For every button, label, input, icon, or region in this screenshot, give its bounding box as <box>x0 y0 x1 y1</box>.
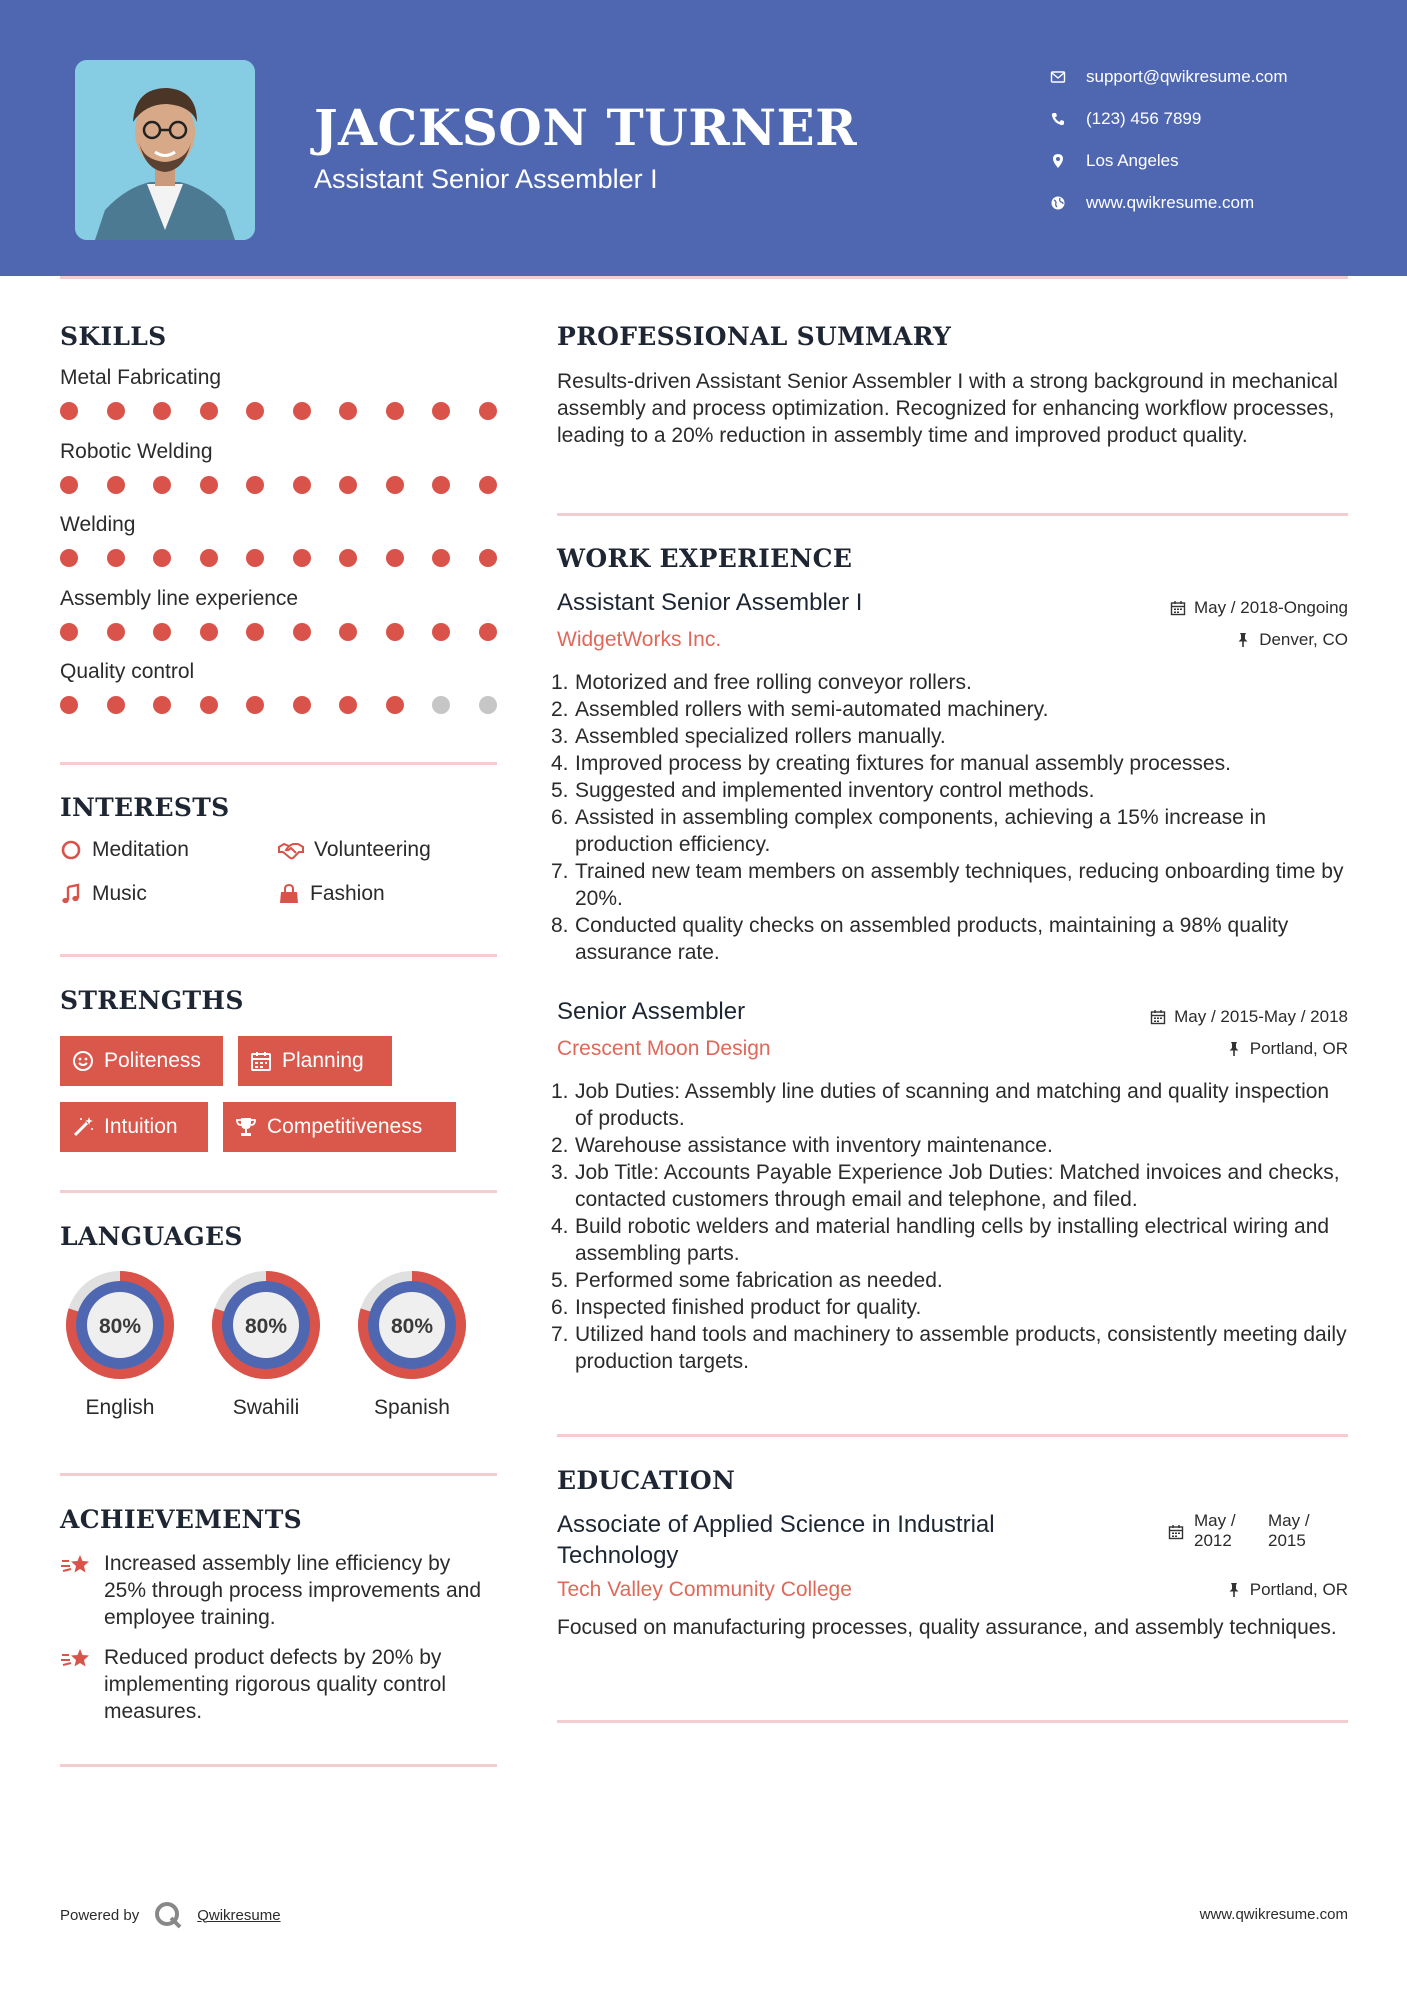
rating-dot-filled <box>60 623 78 641</box>
rating-dot-filled <box>200 623 218 641</box>
section-divider <box>60 762 497 765</box>
language-name: Swahili <box>232 1396 300 1419</box>
duty-item <box>551 696 1348 723</box>
job-company: WidgetWorks Inc. <box>557 628 722 651</box>
education-start-date <box>1194 1511 1236 1551</box>
interest-item <box>278 882 385 906</box>
job-role: Assistant Senior Assembler I <box>557 589 863 616</box>
rating-dot-filled <box>339 402 357 420</box>
rating-dot-filled <box>339 623 357 641</box>
skill-item <box>60 587 497 647</box>
duty-item <box>551 1321 1348 1375</box>
duty-text: Assembled rollers with semi-automated machinery. <box>575 698 1049 721</box>
strength-badge <box>60 1102 208 1152</box>
resume-header <box>0 0 1407 276</box>
duty-text: Build robotic welders and material handling cells by installing electrical wiring and assembling parts. <box>575 1215 1330 1265</box>
education-location-text: Portland, OR <box>1249 1580 1348 1599</box>
duty-text: Inspected finished product for quality. <box>575 1296 922 1319</box>
duty-text: Performed some fabrication as needed. <box>575 1269 943 1292</box>
job-location-text: Portland, OR <box>1249 1039 1348 1058</box>
duty-text: Conducted quality checks on assembled products, maintaining a 98% quality assurance rate. <box>575 914 1289 964</box>
achievement-item <box>60 1644 497 1725</box>
duty-number: 7. <box>551 860 569 883</box>
duty-number: 1. <box>551 1080 569 1103</box>
rating-dot-filled <box>153 402 171 420</box>
job-dates <box>1170 598 1348 618</box>
rating-dot-filled <box>200 402 218 420</box>
summary-heading: PROFESSIONAL SUMMARY <box>557 322 952 351</box>
rating-dot-filled <box>246 696 264 714</box>
duty-number: 4. <box>551 1215 569 1238</box>
duty-number: 3. <box>551 1161 569 1184</box>
rating-dot-filled <box>107 476 125 494</box>
strength-label: Competitiveness <box>267 1115 423 1138</box>
interest-label: Volunteering <box>314 838 431 861</box>
duty-text: Job Duties: Assembly line duties of scanning and matching and quality inspection of products. <box>575 1080 1330 1130</box>
language-name: English <box>85 1396 155 1419</box>
interest-label: Fashion <box>310 882 385 905</box>
strength-label: Planning <box>282 1049 364 1072</box>
job-duties-list <box>551 1078 1348 1375</box>
duty-item <box>551 750 1348 777</box>
duty-number: 2. <box>551 1134 569 1157</box>
education-degree <box>557 1509 1077 1571</box>
job-location <box>1226 1039 1348 1059</box>
section-divider <box>60 1190 497 1193</box>
contact-location <box>1050 140 1288 182</box>
rating-dot-filled <box>432 402 450 420</box>
strength-label: Intuition <box>104 1115 178 1138</box>
job-company: Crescent Moon Design <box>557 1037 771 1060</box>
experience-heading: WORK EXPERIENCE <box>557 544 853 573</box>
skill-name: Quality control <box>60 660 195 683</box>
contact-website[interactable] <box>1050 182 1288 224</box>
achievement-text: Reduced product defects by 20% by implementing rigorous quality control measures. <box>104 1646 446 1723</box>
powered-by-text: Powered by <box>60 1906 140 1924</box>
duty-item <box>551 804 1348 858</box>
calendar-icon <box>1150 1009 1166 1025</box>
job-dates-text: May / 2018-Ongoing <box>1193 598 1348 617</box>
duty-number: 5. <box>551 779 569 802</box>
achievement-text: Increased assembly line efficiency by 25% through process improvements and employee training. <box>104 1552 482 1629</box>
rating-dot-filled <box>200 476 218 494</box>
shooting-star-icon <box>60 1646 92 1674</box>
rating-dot-filled <box>386 476 404 494</box>
skill-item <box>60 660 497 720</box>
strength-badge <box>223 1102 456 1152</box>
rating-dot-filled <box>386 549 404 567</box>
trophy-icon <box>235 1116 257 1138</box>
interest-item <box>278 838 431 862</box>
envelope-icon <box>1050 69 1086 85</box>
duty-text: Assisted in assembling complex components, achieving a 15% increase in production efficiency. <box>575 806 1267 856</box>
language-item <box>351 1264 473 1420</box>
rating-dot-filled <box>246 476 264 494</box>
skill-rating <box>60 617 497 647</box>
rating-dot-filled <box>386 623 404 641</box>
contact-website-text: www.qwikresume.com <box>1086 193 1255 212</box>
language-percent: 80% <box>98 1315 142 1338</box>
duty-item <box>551 777 1348 804</box>
contact-email[interactable] <box>1050 56 1288 98</box>
duty-number: 7. <box>551 1323 569 1346</box>
skill-rating <box>60 470 497 500</box>
interests-heading: INTERESTS <box>60 793 230 822</box>
rating-dot-filled <box>200 696 218 714</box>
pushpin-icon <box>1226 1582 1242 1598</box>
rating-dot-filled <box>153 696 171 714</box>
education-end-date <box>1268 1511 1310 1551</box>
duty-number: 6. <box>551 1296 569 1319</box>
rating-dot-filled <box>479 402 497 420</box>
rating-dot-filled <box>479 623 497 641</box>
contact-info <box>1050 56 1288 224</box>
rating-dot-filled <box>293 549 311 567</box>
map-pin-icon <box>1050 153 1086 169</box>
language-item <box>59 1264 181 1420</box>
duty-text: Trained new team members on assembly techniques, reducing onboarding time by 20%. <box>575 860 1344 910</box>
achievement-item <box>60 1550 497 1631</box>
interest-item <box>60 882 147 906</box>
duty-number: 1. <box>551 671 569 694</box>
shopping-bag-icon <box>278 883 300 905</box>
calendar-icon <box>1170 600 1186 616</box>
contact-phone-text: (123) 456 7899 <box>1086 109 1202 128</box>
rating-dot-filled <box>107 402 125 420</box>
rating-dot-filled <box>60 402 78 420</box>
pushpin-icon <box>1226 1041 1242 1057</box>
job-location-text: Denver, CO <box>1259 630 1348 649</box>
duty-text: Improved process by creating fixtures for manual assembly processes. <box>575 752 1231 775</box>
duty-number: 8. <box>551 914 569 937</box>
duty-text: Job Title: Accounts Payable Experience Job Duties: Matched invoices and checks, contacted customers through email and telephone, and filed. <box>575 1161 1340 1211</box>
rating-dot-filled <box>293 623 311 641</box>
skill-rating <box>60 396 497 426</box>
duty-text: Suggested and implemented inventory control methods. <box>575 779 1095 802</box>
contact-email-text: support@qwikresume.com <box>1086 67 1288 86</box>
rating-dot-filled <box>386 696 404 714</box>
duty-number: 3. <box>551 725 569 748</box>
smile-icon <box>72 1050 94 1072</box>
duty-text: Warehouse assistance with inventory maintenance. <box>575 1134 1053 1157</box>
rating-dot-filled <box>246 402 264 420</box>
pushpin-icon <box>1235 632 1251 648</box>
interest-label: Music <box>92 882 147 905</box>
skill-rating <box>60 690 497 720</box>
duty-item <box>551 1132 1348 1159</box>
rating-dot-filled <box>339 476 357 494</box>
skill-name: Welding <box>60 513 136 536</box>
skill-rating <box>60 543 497 573</box>
rating-dot-filled <box>432 476 450 494</box>
strength-badge <box>238 1036 392 1086</box>
language-item <box>205 1264 327 1420</box>
skill-name: Robotic Welding <box>60 440 213 463</box>
duty-text: Utilized hand tools and machinery to assemble products, consistently meeting daily production targets. <box>575 1323 1347 1373</box>
rating-dot-filled <box>339 696 357 714</box>
education-start-year: 2012 <box>1194 1531 1232 1550</box>
section-divider <box>60 1764 497 1767</box>
qwikresume-logo-icon <box>153 1900 183 1930</box>
skill-name: Assembly line experience <box>60 587 299 610</box>
duty-number: 2. <box>551 698 569 721</box>
contact-location-text: Los Angeles <box>1086 151 1179 170</box>
calendar-icon <box>1168 1524 1184 1540</box>
rating-dot-filled <box>60 549 78 567</box>
magic-wand-icon <box>72 1116 94 1138</box>
education-degree-line: Associate of Applied Science in Industrial <box>557 1511 995 1538</box>
education-end-year: 2015 <box>1268 1531 1306 1550</box>
strength-label: Politeness <box>104 1049 201 1072</box>
section-divider <box>557 513 1348 516</box>
achievements-heading: ACHIEVEMENTS <box>60 1505 302 1534</box>
strength-badge <box>60 1036 223 1086</box>
handshake-icon <box>278 839 304 861</box>
section-divider <box>60 954 497 957</box>
rating-dot-filled <box>293 402 311 420</box>
job-duties-list <box>551 669 1348 966</box>
rating-dot-filled <box>432 549 450 567</box>
rating-dot-filled <box>293 476 311 494</box>
language-percent: 80% <box>390 1315 434 1338</box>
shooting-star-icon <box>60 1552 92 1580</box>
education-description: Focused on manufacturing processes, quality assurance, and assembly techniques. <box>557 1616 1337 1639</box>
rating-dot-empty <box>479 696 497 714</box>
rating-dot-filled <box>107 623 125 641</box>
calendar-icon <box>250 1050 272 1072</box>
globe-icon <box>1050 195 1086 211</box>
rating-dot-filled <box>60 696 78 714</box>
duty-text: Assembled specialized rollers manually. <box>575 725 946 748</box>
summary-text: Results-driven Assistant Senior Assembler I with a strong background in mechanical assembly and process optimization. Recognized for enhancing workflow processes, leading to a 20% reduction in assembly time and improved product quality. <box>557 370 1338 447</box>
music-note-icon <box>60 883 82 905</box>
rating-dot-filled <box>479 549 497 567</box>
phone-icon <box>1050 111 1086 127</box>
candidate-title: Assistant Senior Assembler I <box>314 164 658 194</box>
duty-number: 4. <box>551 752 569 775</box>
footer-branding <box>60 1900 281 1930</box>
duty-number: 5. <box>551 1269 569 1292</box>
footer-website[interactable]: www.qwikresume.com <box>1199 1906 1348 1923</box>
candidate-name: JACKSON TURNER <box>314 98 858 157</box>
duty-item <box>551 723 1348 750</box>
strengths-heading: STRENGTHS <box>60 986 244 1015</box>
rating-dot-filled <box>153 476 171 494</box>
rating-dot-filled <box>200 549 218 567</box>
duty-item <box>551 1213 1348 1267</box>
rating-dot-filled <box>386 402 404 420</box>
education-start-month: May / <box>1194 1511 1236 1530</box>
duty-number: 6. <box>551 806 569 829</box>
duty-item <box>551 912 1348 966</box>
rating-dot-filled <box>153 623 171 641</box>
duty-item <box>551 669 1348 696</box>
job-dates-text: May / 2015-May / 2018 <box>1174 1007 1348 1026</box>
rating-dot-filled <box>107 696 125 714</box>
skill-name: Metal Fabricating <box>60 366 222 389</box>
skill-item <box>60 366 497 426</box>
header-divider <box>60 276 1348 279</box>
skills-heading: SKILLS <box>60 322 167 351</box>
language-donut <box>59 1264 181 1386</box>
education-degree-line: Technology <box>557 1542 679 1569</box>
rating-dot-filled <box>153 549 171 567</box>
section-divider <box>557 1720 1348 1723</box>
contact-phone[interactable] <box>1050 98 1288 140</box>
duty-item <box>551 1294 1348 1321</box>
profile-photo-illustration <box>75 60 255 240</box>
section-divider <box>557 1434 1348 1437</box>
profile-photo <box>75 60 255 240</box>
rating-dot-filled <box>246 623 264 641</box>
section-divider <box>60 1473 497 1476</box>
rating-dot-filled <box>432 623 450 641</box>
language-name: Spanish <box>374 1396 450 1419</box>
education-location <box>1226 1580 1348 1600</box>
language-donut <box>351 1264 473 1386</box>
rating-dot-filled <box>479 476 497 494</box>
rating-dot-filled <box>107 549 125 567</box>
languages-heading: LANGUAGES <box>60 1222 243 1251</box>
duty-item <box>551 1267 1348 1294</box>
qwikresume-link[interactable]: Qwikresume <box>197 1906 281 1924</box>
education-calendar <box>1168 1524 1184 1545</box>
duty-item <box>551 858 1348 912</box>
rating-dot-filled <box>293 696 311 714</box>
interest-label: Meditation <box>92 838 189 861</box>
education-school: Tech Valley Community College <box>557 1578 852 1601</box>
rating-dot-filled <box>339 549 357 567</box>
job-dates <box>1150 1007 1348 1027</box>
rating-dot-filled <box>246 549 264 567</box>
interest-item <box>60 838 189 862</box>
education-heading: EDUCATION <box>557 1466 736 1495</box>
duty-item <box>551 1078 1348 1132</box>
education-end-month: May / <box>1268 1511 1310 1530</box>
skill-item <box>60 440 497 500</box>
rating-dot-empty <box>432 696 450 714</box>
circle-icon <box>60 839 82 861</box>
job-location <box>1235 630 1348 650</box>
skill-item <box>60 513 497 573</box>
duty-text: Motorized and free rolling conveyor rollers. <box>575 671 972 694</box>
rating-dot-filled <box>60 476 78 494</box>
language-percent: 80% <box>244 1315 288 1338</box>
job-role: Senior Assembler <box>557 998 746 1025</box>
duty-item <box>551 1159 1348 1213</box>
language-donut <box>205 1264 327 1386</box>
